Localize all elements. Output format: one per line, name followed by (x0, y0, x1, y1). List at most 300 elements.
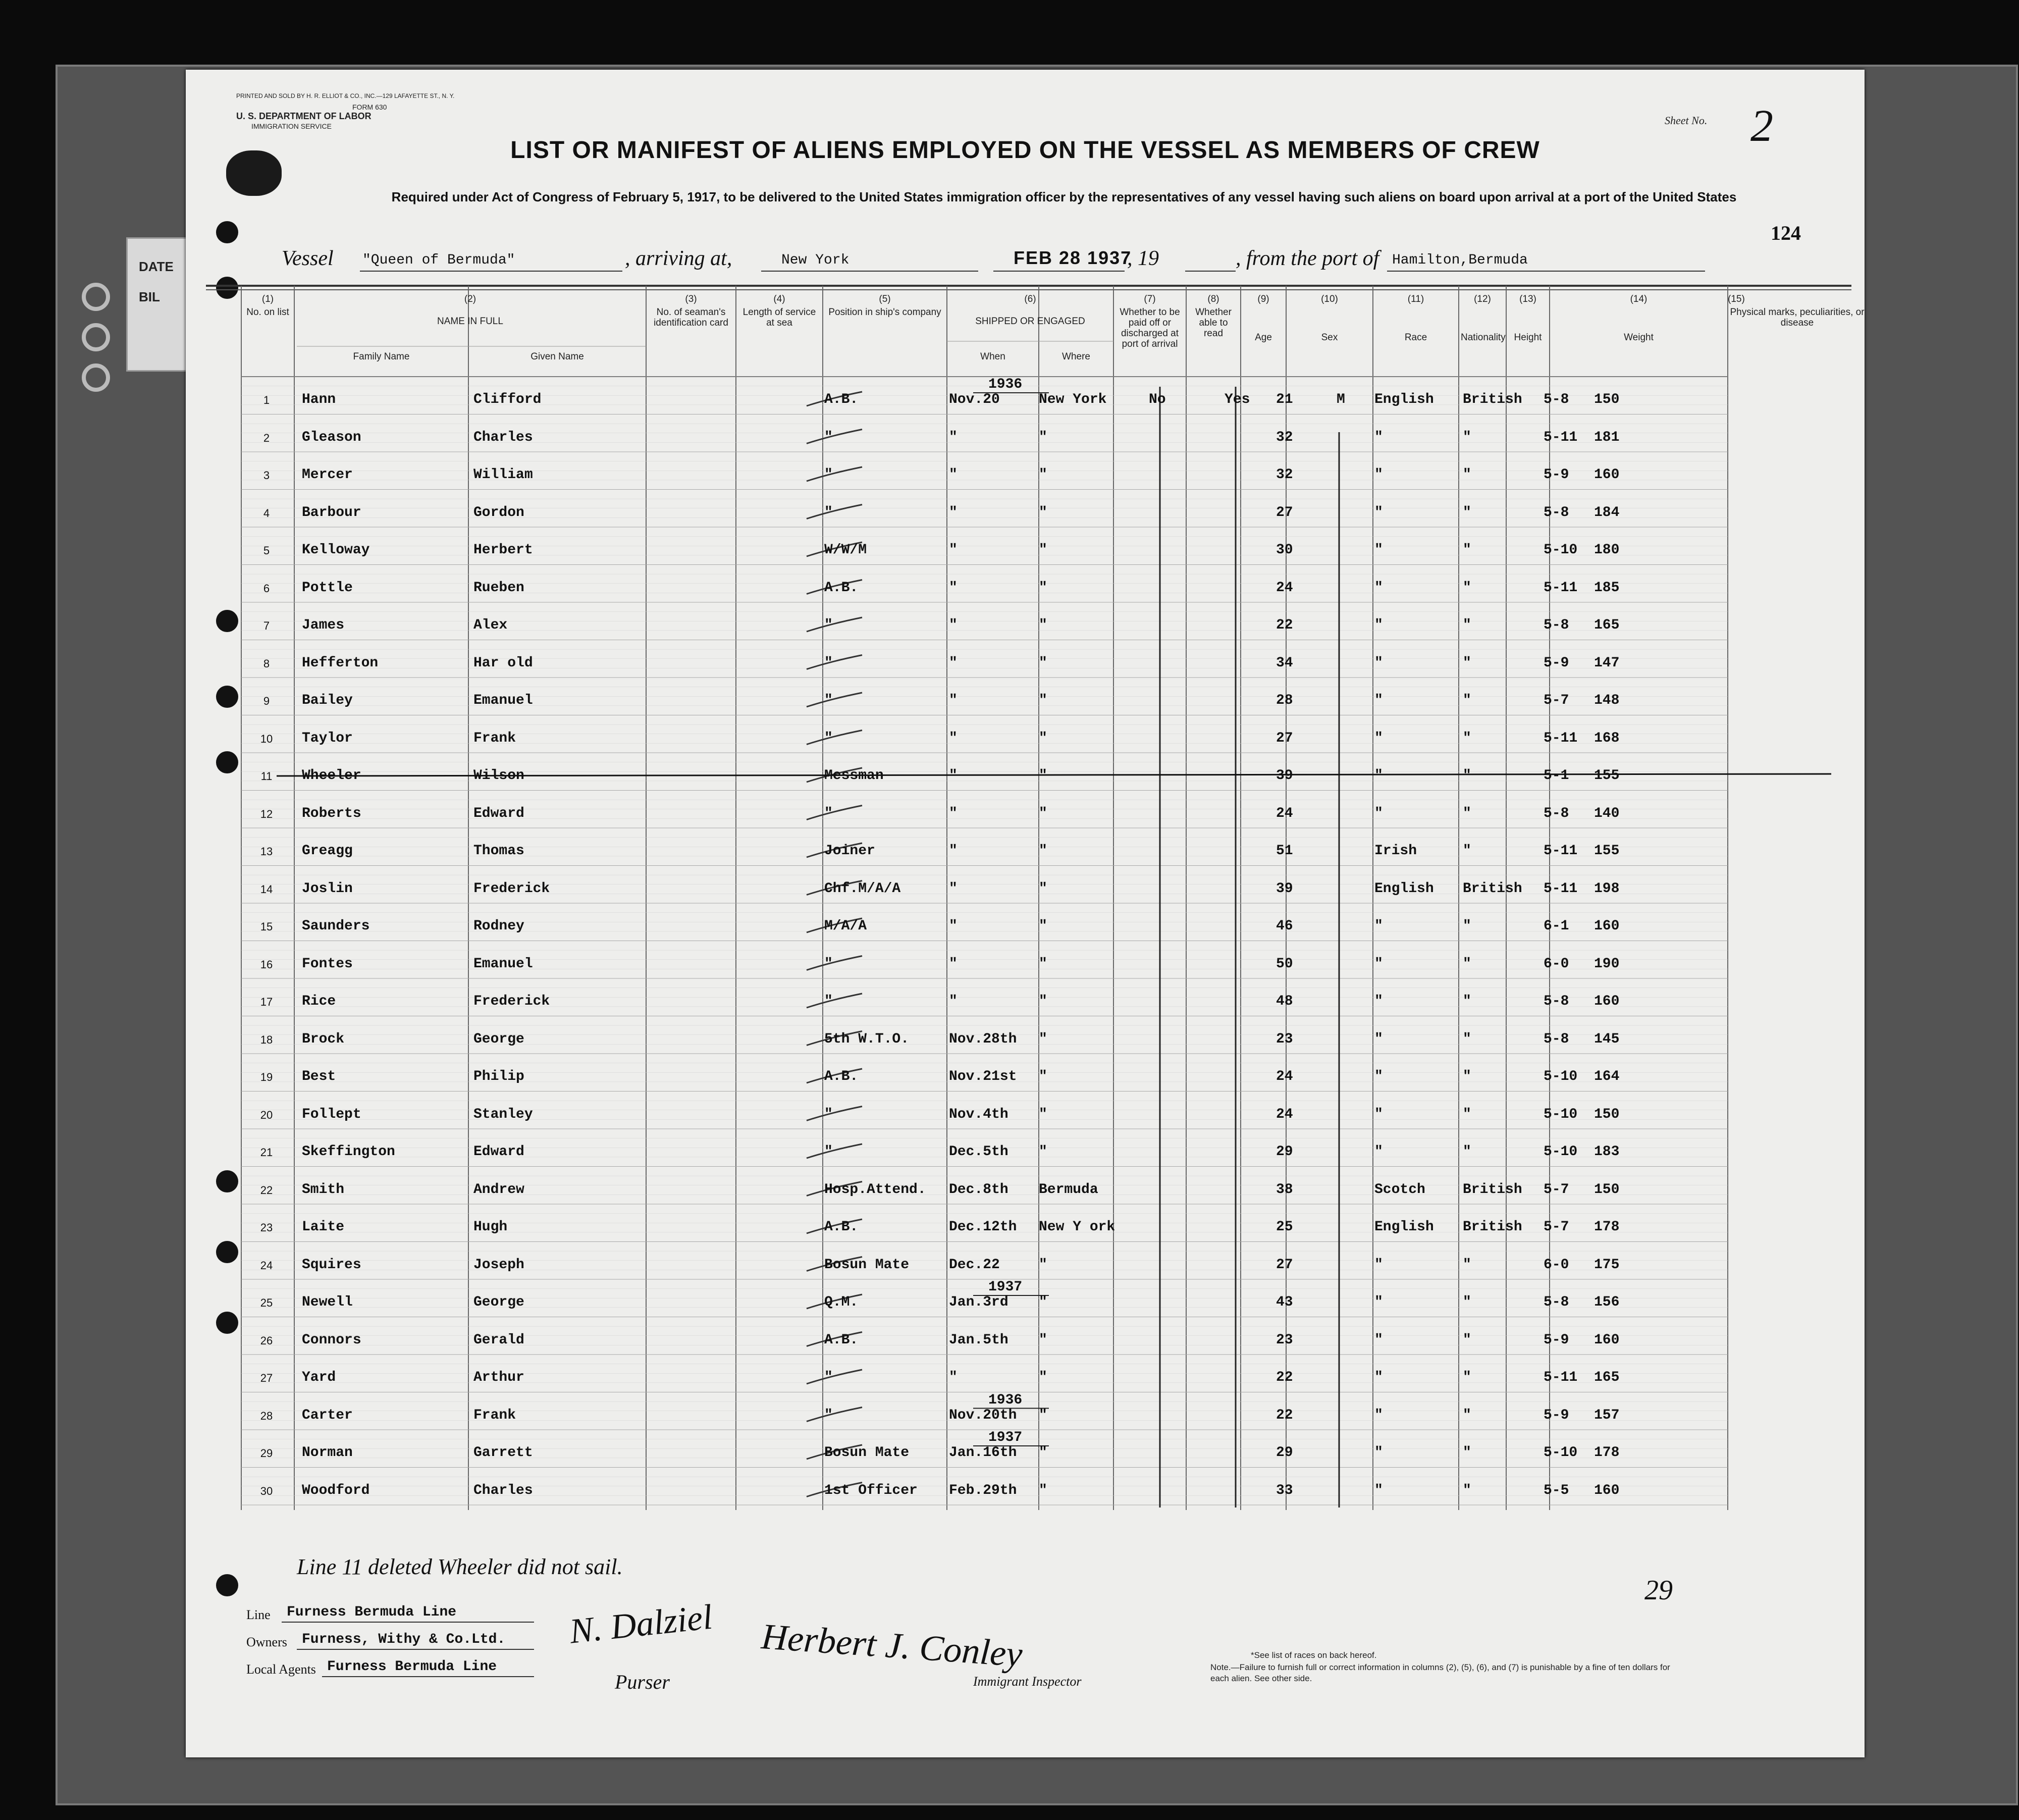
crew-when: " (949, 730, 958, 746)
crew-where: " (1039, 1482, 1047, 1498)
penalty-note: Note.—Failure to furnish full or correct information in columns (2), (5), (6), and (7) is punishable by a fine of ten dollars for each alien. See other side. (1210, 1662, 1670, 1683)
crew-weight: 164 (1594, 1069, 1620, 1084)
crew-given: Garrett (473, 1445, 533, 1461)
crew-nationality: " (1463, 504, 1471, 521)
crew-height: 5-7 (1544, 1219, 1569, 1235)
crew-when: Nov.21st (949, 1069, 1017, 1084)
crew-position: " (824, 504, 833, 521)
owners-value: Furness, Withy & Co.Ltd. (302, 1632, 506, 1647)
header-c4-number: (4) (773, 294, 785, 304)
crew-race: " (1374, 1144, 1383, 1160)
crew-when: " (949, 1370, 958, 1385)
row-number: 6 (263, 582, 270, 595)
crew-when: " (949, 655, 958, 671)
crew-age: 30 (1276, 542, 1293, 558)
crew-nationality: " (1463, 580, 1471, 596)
handwritten-deletion-note: Line 11 deleted Wheeler did not sail. (297, 1554, 623, 1579)
owners-label: Owners (246, 1635, 287, 1649)
row-number: 29 (260, 1447, 273, 1460)
header-c13-number: (13) (1519, 294, 1536, 304)
crew-nationality: " (1463, 617, 1471, 633)
crew-weight: 198 (1594, 880, 1620, 897)
header-c1-label: No. on list (246, 307, 289, 318)
crew-race: Irish (1374, 843, 1417, 859)
crew-weight: 178 (1594, 1445, 1620, 1461)
crew-family: Pottle (302, 580, 353, 596)
row-number: 11 (260, 770, 273, 783)
crew-weight: 140 (1594, 805, 1620, 821)
header-c15-number: (15) (1728, 294, 1745, 304)
crew-race: " (1374, 1445, 1383, 1461)
row-number: 16 (260, 958, 273, 971)
row-number: 24 (260, 1259, 273, 1272)
page-subtitle: Required under Act of Congress of February 5, 1917, to be delivered to the United States immigration officer by the representatives of any vessel having such aliens on board upon arrival at a port of the United States (391, 189, 1737, 204)
pen-tick-mark (807, 617, 862, 632)
crew-year-note: 1936 (988, 1392, 1023, 1408)
crew-when: " (949, 918, 958, 934)
crew-nationality: " (1463, 1106, 1471, 1122)
header-c14-number: (14) (1630, 294, 1648, 304)
crew-where: " (1039, 1031, 1047, 1047)
crew-when: " (949, 542, 958, 558)
crew-age: 39 (1276, 768, 1293, 784)
row-number: 13 (260, 845, 273, 858)
crew-weight: 160 (1594, 1332, 1620, 1348)
crew-when: Nov.28th (949, 1031, 1017, 1047)
crew-nationality: " (1463, 994, 1471, 1009)
crew-position: Joiner (824, 843, 875, 859)
crew-weight: 168 (1594, 730, 1620, 746)
crew-nationality: British (1463, 1219, 1522, 1235)
header-c15-label: Physical marks, peculiarities, or disease (1730, 307, 1865, 328)
crew-weight: 180 (1594, 542, 1620, 558)
crew-where: " (1039, 768, 1047, 784)
crew-position: A.B. (824, 1069, 859, 1084)
crew-age: 39 (1276, 880, 1293, 897)
row-number: 19 (260, 1071, 273, 1083)
header-c6-label: SHIPPED OR ENGAGED (975, 316, 1085, 327)
crew-position: Bosun Mate (824, 1257, 910, 1273)
crew-where: New York (1039, 392, 1107, 407)
crew-height: 5-7 (1544, 1181, 1569, 1198)
back-sheet-bil-label: BIL (139, 289, 160, 304)
row-number: 8 (263, 657, 270, 670)
crew-nationality: " (1463, 918, 1471, 934)
crew-position: Q.M. (824, 1294, 859, 1310)
crew-nationality: " (1463, 730, 1471, 746)
crew-weight: 156 (1594, 1294, 1620, 1310)
crew-family: Barbour (302, 504, 361, 521)
crew-family: Kelloway (302, 542, 370, 558)
crew-family: Laite (302, 1219, 345, 1235)
crew-age: 22 (1276, 1407, 1293, 1423)
crew-position: " (824, 429, 833, 445)
crew-race: English (1374, 1219, 1434, 1235)
header-when: When (980, 351, 1005, 362)
header-c9-label: Age (1255, 332, 1272, 343)
row-number: 23 (260, 1221, 273, 1234)
crew-height: 5-8 (1544, 994, 1569, 1009)
stamp-number: 124 (1771, 222, 1801, 244)
crew-race: " (1374, 956, 1383, 972)
crew-where: " (1039, 467, 1047, 483)
crew-family: Squires (302, 1257, 361, 1273)
arriving-port: New York (781, 252, 849, 268)
crew-race: " (1374, 429, 1383, 445)
crew-weight: 160 (1594, 1482, 1620, 1498)
crew-given: Frank (473, 1407, 516, 1423)
pen-tick-mark (807, 655, 862, 669)
crew-weight: 165 (1594, 617, 1620, 633)
header-c6-number: (6) (1024, 294, 1036, 304)
from-port: Hamilton,Bermuda (1392, 252, 1528, 268)
crew-year-note: 1937 (988, 1430, 1023, 1445)
crew-where: " (1039, 1445, 1047, 1461)
row-number: 15 (260, 920, 273, 933)
row-number: 10 (260, 732, 273, 745)
crew-height: 5-9 (1544, 467, 1569, 483)
crew-family: Taylor (302, 730, 353, 746)
row-number: 28 (260, 1409, 273, 1422)
crew-family: Woodford (302, 1482, 370, 1498)
crew-given: Thomas (473, 843, 524, 859)
crew-where: " (1039, 1407, 1047, 1423)
header-c5-label: Position in ship's company (828, 307, 941, 318)
crew-given: Edward (473, 805, 524, 821)
agents-underline (322, 1676, 534, 1677)
pen-tick-mark (807, 505, 862, 519)
crew-height: 5-8 (1544, 1031, 1569, 1047)
crew-when: " (949, 467, 958, 483)
crew-family: Newell (302, 1294, 353, 1310)
row-number: 17 (260, 996, 273, 1008)
crew-race: " (1374, 467, 1383, 483)
crew-age: 23 (1276, 1031, 1293, 1047)
crew-family: Hann (302, 392, 336, 407)
crew-position: " (824, 1144, 833, 1160)
crew-race: " (1374, 504, 1383, 521)
crew-age: 27 (1276, 1257, 1293, 1273)
crew-race: " (1374, 1106, 1383, 1122)
header-c12-number: (12) (1474, 294, 1491, 304)
pen-tick-mark (807, 1107, 862, 1121)
crew-age: 23 (1276, 1332, 1293, 1348)
header-c10-label: Sex (1321, 332, 1338, 343)
header-c4-label: Length of service at sea (742, 307, 816, 328)
crew-position: " (824, 994, 833, 1009)
crew-where: " (1039, 956, 1047, 972)
crew-race: " (1374, 1370, 1383, 1385)
crew-height: 5-8 (1544, 617, 1569, 633)
crew-weight: 160 (1594, 994, 1620, 1009)
crew-where: " (1039, 1257, 1047, 1273)
crew-height: 5-9 (1544, 1332, 1569, 1348)
crew-family: Rice (302, 994, 336, 1009)
crew-nationality: " (1463, 1144, 1471, 1160)
crew-age: 50 (1276, 956, 1293, 972)
row-number: 20 (260, 1108, 273, 1121)
crew-where: " (1039, 1370, 1047, 1385)
crew-position: " (824, 1370, 833, 1385)
races-note: *See list of races on back hereof. (1251, 1650, 1377, 1660)
crew-height: 5-10 (1544, 1106, 1578, 1122)
crew-family: James (302, 617, 345, 633)
crew-height: 5-10 (1544, 1144, 1578, 1160)
header-c11-number: (11) (1407, 294, 1424, 304)
crew-nationality: British (1463, 1181, 1522, 1198)
crew-age: 24 (1276, 1069, 1293, 1084)
crew-age: 27 (1276, 504, 1293, 521)
printer-credit: PRINTED AND SOLD BY H. R. ELLIOT & CO., INC.—129 LAFAYETTE ST., N. Y. (236, 92, 455, 99)
purser-label: Purser (615, 1671, 670, 1693)
crew-given: George (473, 1294, 524, 1310)
crew-where: New Y ork (1039, 1219, 1115, 1235)
crew-where: " (1039, 880, 1047, 897)
crew-when: Feb.29th (949, 1482, 1017, 1498)
crew-given: Clifford (473, 392, 542, 407)
crew-weight: 147 (1594, 655, 1620, 671)
crew-family: Fontes (302, 956, 353, 972)
crew-weight: 175 (1594, 1257, 1620, 1273)
crew-family: Carter (302, 1407, 353, 1423)
header-c8-label: Whether able to read (1195, 307, 1232, 339)
crew-where: " (1039, 429, 1047, 445)
header-c13-label: Height (1514, 332, 1542, 343)
crew-family: Brock (302, 1031, 345, 1047)
form-number: FORM 630 (352, 103, 387, 111)
header-c10-number: (10) (1321, 294, 1338, 304)
row-number: 5 (263, 544, 270, 557)
inspector-label: Immigrant Inspector (973, 1674, 1082, 1689)
crew-nationality: " (1463, 1407, 1471, 1423)
crew-family: Gleason (302, 429, 361, 445)
crew-where: " (1039, 730, 1047, 746)
crew-age: 34 (1276, 655, 1293, 671)
crew-weight: 160 (1594, 467, 1620, 483)
crew-nationality: British (1463, 880, 1522, 897)
sheet-number-value: 2 (1750, 101, 1773, 151)
row-number: 18 (260, 1033, 273, 1046)
crew-when: " (949, 429, 958, 445)
crew-given: Rodney (473, 918, 524, 934)
crew-age: 22 (1276, 617, 1293, 633)
crew-nationality: " (1463, 843, 1471, 859)
owners-underline (297, 1649, 534, 1650)
crew-given: Herbert (473, 542, 533, 558)
header-given-name: Given Name (530, 351, 584, 362)
row-number: 2 (263, 431, 270, 444)
crew-race: English (1374, 880, 1434, 897)
crew-height: 5-11 (1544, 580, 1578, 596)
manifest-sheet (186, 70, 1865, 1757)
crew-given: Emanuel (473, 693, 533, 708)
header-c3-label: No. of seaman's identification card (654, 307, 728, 328)
crew-when: " (949, 805, 958, 821)
row-number: 22 (260, 1183, 273, 1197)
crew-weight: 155 (1594, 843, 1620, 859)
crew-race: " (1374, 1294, 1383, 1310)
crew-height: 5-7 (1544, 693, 1569, 708)
crew-family: Bailey (302, 693, 353, 708)
crew-weight: 160 (1594, 918, 1620, 934)
arriving-label: , arriving at, (625, 247, 732, 270)
crew-weight: 157 (1594, 1407, 1620, 1423)
row-number: 30 (260, 1484, 273, 1497)
crew-when: " (949, 693, 958, 708)
crew-position: M/A/A (824, 918, 867, 934)
crew-weight: 150 (1594, 392, 1620, 407)
crew-given: Wilson (473, 768, 524, 784)
crew-race: " (1374, 580, 1383, 596)
row-number: 26 (260, 1334, 273, 1347)
crew-when: " (949, 880, 958, 897)
crew-family: Saunders (302, 918, 370, 934)
crew-year-note: 1937 (988, 1279, 1023, 1295)
crew-sex: M (1337, 392, 1345, 407)
crew-height: 5-8 (1544, 805, 1569, 821)
row-number: 27 (260, 1372, 273, 1384)
crew-where: " (1039, 805, 1047, 821)
crew-given: Charles (473, 429, 533, 445)
crew-position: A.B. (824, 392, 859, 407)
binder-ring-icon (82, 323, 110, 351)
crew-when: Nov.20th (949, 1407, 1017, 1423)
crew-race: " (1374, 542, 1383, 558)
crew-family: Yard (302, 1370, 336, 1385)
crew-weight: 145 (1594, 1031, 1620, 1047)
crew-weight: 150 (1594, 1106, 1620, 1122)
crew-where: " (1039, 1106, 1047, 1122)
crew-age: 32 (1276, 467, 1293, 483)
crew-height: 5-11 (1544, 730, 1578, 746)
crew-year-note: 1936 (988, 377, 1023, 392)
crew-where: " (1039, 580, 1047, 596)
page-count-note: 29 (1644, 1575, 1673, 1606)
crew-weight: 190 (1594, 956, 1620, 972)
crew-age: 48 (1276, 994, 1293, 1009)
crew-age: 25 (1276, 1219, 1293, 1235)
crew-family: Greagg (302, 843, 353, 859)
crew-position: A.B. (824, 1219, 859, 1235)
crew-height: 5-8 (1544, 1294, 1569, 1310)
header-c7-label: Whether to be paid off or discharged at port of arrival (1120, 307, 1180, 349)
crew-where: " (1039, 843, 1047, 859)
crew-where: " (1039, 994, 1047, 1009)
crew-height: 5-11 (1544, 1370, 1578, 1385)
crew-given: Andrew (473, 1181, 524, 1198)
header-c5-number: (5) (879, 294, 891, 304)
crew-age: 28 (1276, 693, 1293, 708)
crew-position: " (824, 467, 833, 483)
crew-when: " (949, 843, 958, 859)
crew-height: 6-0 (1544, 956, 1569, 972)
crew-paid: No (1149, 392, 1166, 407)
crew-race: " (1374, 617, 1383, 633)
crew-given: Joseph (473, 1257, 524, 1273)
crew-position: " (824, 956, 833, 972)
crew-family: Best (302, 1069, 336, 1084)
local-agents-value: Furness Bermuda Line (327, 1659, 497, 1675)
crew-where: Bermuda (1039, 1181, 1098, 1198)
pen-tick-mark (807, 956, 862, 970)
purser-signature: N. Dalziel (567, 1597, 715, 1651)
year-label: , 19 (1127, 247, 1159, 270)
header-c14-label: Weight (1624, 332, 1654, 343)
crew-when: Dec.12th (949, 1219, 1017, 1235)
header-c7-number: (7) (1144, 294, 1156, 304)
crew-position: Hosp.Attend. (824, 1181, 926, 1198)
crew-race: " (1374, 994, 1383, 1009)
crew-weight: 155 (1594, 768, 1620, 784)
crew-height: 5-11 (1544, 843, 1578, 859)
crew-nationality: " (1463, 1257, 1471, 1273)
crew-when: " (949, 994, 958, 1009)
crew-family: Follept (302, 1106, 361, 1122)
crew-age: 29 (1276, 1445, 1293, 1461)
crew-age: 32 (1276, 429, 1293, 445)
crew-height: 5-8 (1544, 504, 1569, 521)
crew-nationality: " (1463, 542, 1471, 558)
crew-nationality: " (1463, 1370, 1471, 1385)
crew-given: Rueben (473, 580, 524, 596)
crew-position: " (824, 730, 833, 746)
crew-given: Gordon (473, 504, 524, 521)
crew-when: " (949, 617, 958, 633)
crew-height: 5-10 (1544, 1445, 1578, 1461)
crew-height: 5-8 (1544, 392, 1569, 407)
crew-age: 38 (1276, 1181, 1293, 1198)
header-c11-label: Race (1404, 332, 1427, 343)
crew-height: 6-1 (1544, 918, 1569, 934)
crew-position: Messman (824, 768, 884, 784)
row-number: 14 (260, 882, 273, 896)
crew-race: " (1374, 1257, 1383, 1273)
crew-when: Jan.16th (949, 1445, 1017, 1461)
crew-weight: 178 (1594, 1219, 1620, 1235)
crew-age: 24 (1276, 580, 1293, 596)
crew-nationality: " (1463, 1482, 1471, 1498)
crew-age: 21 (1276, 392, 1293, 407)
crew-where: " (1039, 1144, 1047, 1160)
header-where: Where (1062, 351, 1090, 362)
pen-tick-mark (807, 994, 862, 1008)
crew-race: " (1374, 768, 1383, 784)
crew-position: " (824, 1407, 833, 1423)
row-number: 7 (263, 619, 270, 632)
crew-family: Connors (302, 1332, 361, 1348)
crew-nationality: British (1463, 392, 1522, 407)
crew-age: 46 (1276, 918, 1293, 934)
crew-nationality: " (1463, 467, 1471, 483)
binder-ring-icon (82, 283, 110, 311)
crew-family: Mercer (302, 467, 353, 483)
crew-height: 5-10 (1544, 542, 1578, 558)
crew-given: Stanley (473, 1106, 533, 1122)
crew-when: " (949, 768, 958, 784)
crew-weight: 181 (1594, 429, 1620, 445)
crew-race: " (1374, 1069, 1383, 1084)
crew-height: 5-10 (1544, 1069, 1578, 1084)
crew-nationality: " (1463, 1445, 1471, 1461)
crew-given: Gerald (473, 1332, 524, 1348)
row-number: 1 (263, 394, 270, 406)
crew-position: W/W/M (824, 542, 867, 558)
crew-given: Philip (473, 1069, 524, 1084)
crew-when: Dec.8th (949, 1181, 1008, 1198)
crew-age: 29 (1276, 1144, 1293, 1160)
crew-age: 27 (1276, 730, 1293, 746)
crew-position: Bosun Mate (824, 1445, 910, 1461)
